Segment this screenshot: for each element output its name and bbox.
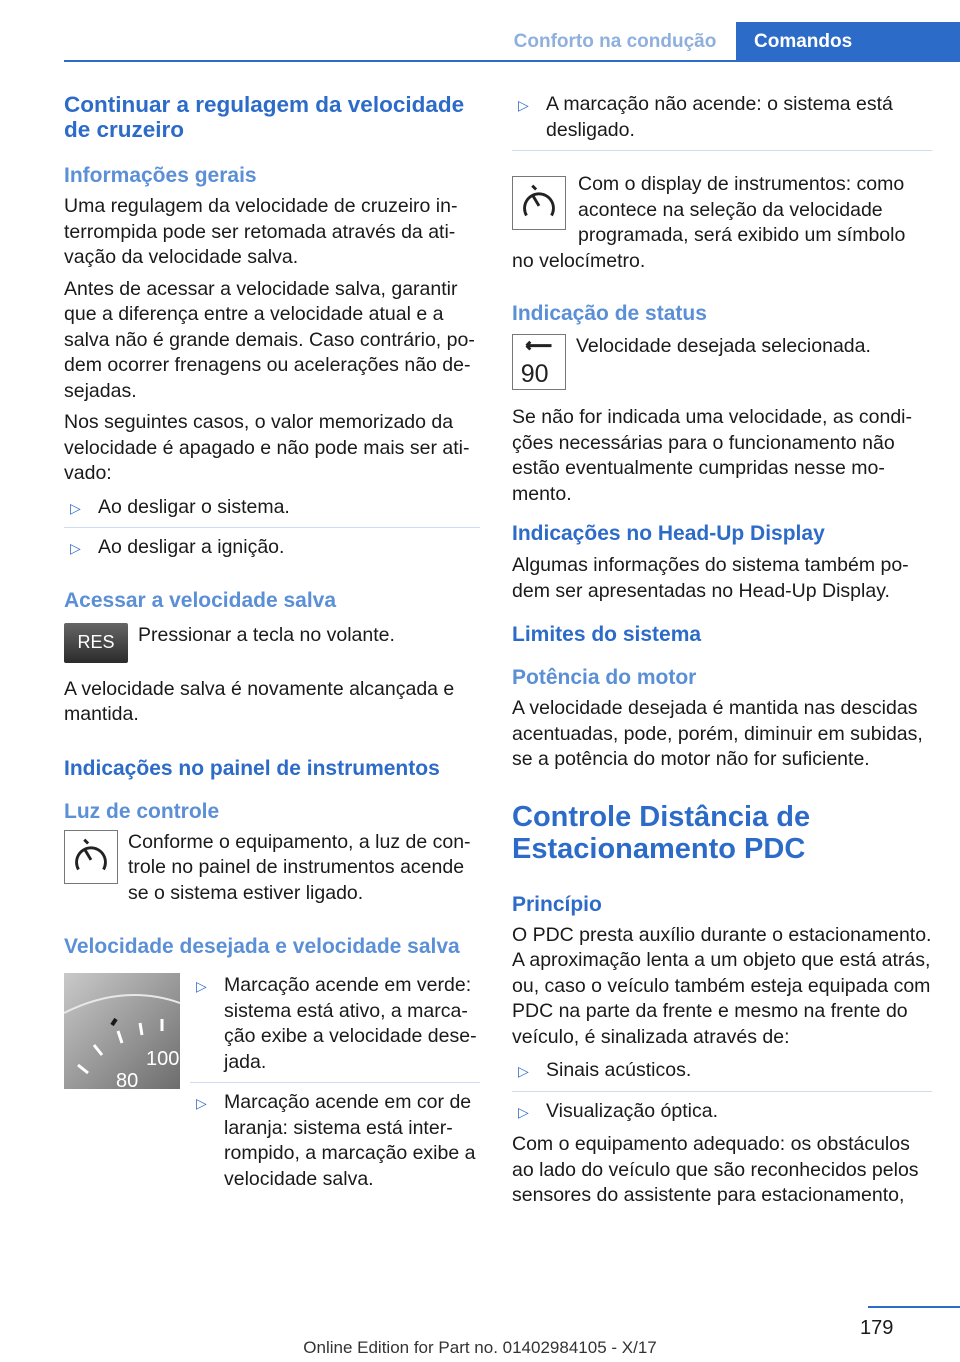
info-paragraph-1: Uma regulagem da velocidade de cruzeiro interrompida pode ser retomada através da ativação da velocidade salva. xyxy=(64,195,458,268)
info-heading: Informações gerais xyxy=(64,164,257,187)
header-chapter-tab[interactable]: Comandos xyxy=(736,22,960,60)
final-paragraph: Com o equipamento adequado: os obstáculos ao lado do veículo que são reconhecidos pelos sensores do assistente para estacionamento, xyxy=(512,1133,919,1206)
svg-text:90: 90 xyxy=(520,360,549,389)
status-paragraph: Se não for indicada uma velocidade, as condições necessárias para o funcionamento não estão eventualmente cumpridas nesse momento. xyxy=(512,406,913,505)
bullet-list xyxy=(64,495,480,561)
speed-bullet-list xyxy=(190,973,480,1192)
list-item: ▷ Ao desligar a ignição. xyxy=(64,535,480,561)
list-item: ▷ Ao desligar o sistema. xyxy=(64,495,480,521)
triangle-bullet-icon: ▷ xyxy=(70,499,81,516)
engine-heading: Potência do motor xyxy=(512,666,697,689)
header-section-tab[interactable]: Conforto na condução xyxy=(513,31,717,52)
status-heading: Indicação de status xyxy=(512,302,707,325)
cruise-control-display-icon xyxy=(512,176,566,230)
speed-heading: Velocidade desejada e velocidade salva xyxy=(64,935,460,958)
info-paragraph-3: Nos seguintes casos, o valor memorizado da velocidade é apagado e não pode mais ser ativado: xyxy=(64,411,470,484)
speed-90-status-icon xyxy=(512,334,566,390)
light-heading: Luz de controle xyxy=(64,799,220,823)
display-row xyxy=(512,172,932,274)
principle-heading: Princípio xyxy=(512,892,602,916)
list-item: ▷ Marcação acende em cor de laranja: sistema está interrompido, a marcação exibe a velocidade salva. xyxy=(196,1091,476,1190)
list-item: ▷ Marcação acende em verde: sistema está ativo, a marcação exibe a velocidade desejada. xyxy=(196,974,477,1073)
list-item: ▷ Visualização óptica. xyxy=(512,1099,932,1125)
status-row xyxy=(512,334,932,395)
header-rule xyxy=(64,60,960,62)
res-button-icon: RES xyxy=(64,623,128,663)
panel-heading: Indicações no painel de instrumentos xyxy=(64,756,440,780)
left-column xyxy=(64,92,480,1192)
pdc-title: Controle Distância de Estacionamento PDC xyxy=(512,800,811,865)
engine-paragraph: A velocidade desejada é mantida nas descidas acentuadas, pode, porém, diminuir em subidas, se a potência do motor não for suficiente. xyxy=(512,697,923,770)
cruise-control-light-icon xyxy=(64,830,118,884)
triangle-bullet-icon: ▷ xyxy=(518,97,529,113)
limits-heading: Limites do sistema xyxy=(512,623,702,646)
list-item: ▷ Sinais acústicos. xyxy=(512,1058,932,1084)
triangle-bullet-icon: ▷ xyxy=(518,1103,529,1120)
speedo-label-100: 100 xyxy=(146,1048,180,1070)
display-text: Com o display de instrumentos: como acontece na seleção da velocidade programada, será exibido um símbolo no velocímetro. xyxy=(512,173,906,272)
footer-edition: Online Edition for Part no. 01402984105 - X/17 xyxy=(303,1338,657,1357)
hud-paragraph: Algumas informações do sistema também podem ser apresentadas no Head-Up Display. xyxy=(512,554,909,602)
access-heading: Acessar a velocidade salva xyxy=(64,588,337,612)
right-column xyxy=(512,92,932,1209)
control-light-row xyxy=(64,830,480,907)
speedo-row xyxy=(64,973,480,1192)
triangle-bullet-icon: ▷ xyxy=(70,540,81,556)
hud-heading: Indicações no Head-Up Display xyxy=(512,522,825,545)
speedo-label-80: 80 xyxy=(116,1070,139,1089)
triangle-bullet-icon: ▷ xyxy=(196,978,207,994)
access-text: Pressionar a tecla no volante. xyxy=(138,623,395,646)
bullet-list xyxy=(512,1058,932,1124)
speedometer-image xyxy=(64,973,180,1089)
triangle-bullet-icon: ▷ xyxy=(196,1095,207,1111)
bullet-list xyxy=(512,92,932,143)
list-item: ▷ A marcação não acende: o sistema está desligado. xyxy=(518,93,893,141)
res-row xyxy=(64,623,480,663)
light-text: Conforme o equipamento, a luz de controle no painel de instrumentos acende se o sistema estiver ligado. xyxy=(128,830,471,904)
page-number: 179 xyxy=(860,1317,894,1339)
section-title: Continuar a regulagem da velocidade de cruzeiro xyxy=(64,92,465,142)
status-text: Velocidade desejada selecionada. xyxy=(576,335,871,357)
triangle-bullet-icon: ▷ xyxy=(518,1063,529,1079)
access-paragraph: A velocidade salva é novamente alcançada e mantida. xyxy=(64,677,455,725)
info-paragraph-2: Antes de acessar a velocidade salva, garantir que a diferença entre a velocidade atual e a salva não é grande demais. Caso contrário, podem ocorrer frenagens ou acelerações não desejadas. xyxy=(64,277,475,402)
principle-paragraph: O PDC presta auxílio durante o estacionamento. A aproximação lenta a um objeto que está atrás, ou, caso o veículo também esteja equipada com PDC na parte da frente e mesmo na frente do veículo, é sinalizada através de: xyxy=(512,923,932,1048)
footer-rule xyxy=(868,1306,960,1308)
